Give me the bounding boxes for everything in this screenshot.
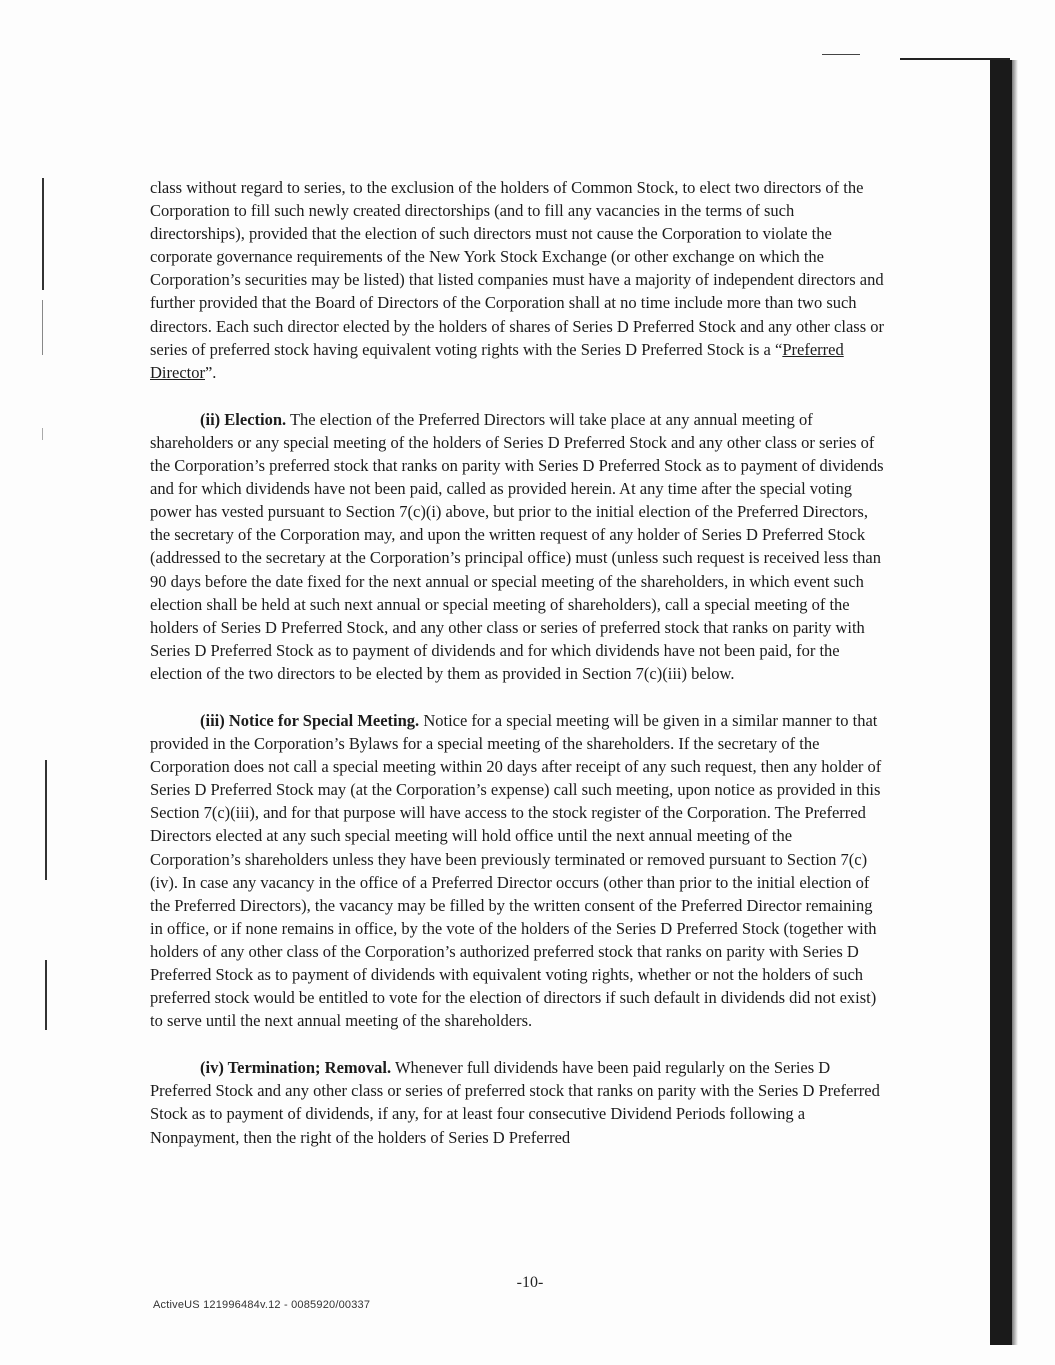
section-text: Notice for a special meeting will be given in a similar manner to that provided in the Corporation’s Bylaws for a special meeting of the shareholders. If the secretary of the Corporation does not call a special meeting within 20 days after receipt of any such request, then any holder of Series D Preferred Stock may (at the Corporation’s expense) call such meeting, upon notice as provided in this Section 7(c)(iii), and for that purpose will have access to the stock register of the Corporation. The Preferred Directors elected at any such special meeting will hold office until the next annual meeting of the Corporation’s shareholders unless they have been previously terminated or removed pursuant to Section 7(c)(iv). In case any vacancy in the office of a Preferred Director occurs (other than prior to the initial election of the Preferred Directors), the vacancy may be filled by the written consent of the Preferred Director remaining in office, or if none remains in office, by the vote of the holders of the Series D Preferred Stock (together with holders of any other class of the Corporation’s authorized preferred stock that ranks on parity with Series D Preferred Stock as to payment of dividends with equivalent voting rights, whether or not the holders of such preferred stock would be entitled to vote for the election of directors if such default in dividends did not exist) to serve until the next annual meeting of the shareholders. (150, 710, 882, 1031)
section-ii-election (150, 408, 885, 685)
scan-edge-fade (1012, 60, 1018, 1345)
revision-bar (45, 960, 47, 1030)
section-heading: (ii) Election. (200, 409, 287, 429)
paragraph-text: class without regard to series, to the exclusion of the holders of Common Stock, to elect two directors of the Corporation to fill such newly created directorships (and to fill any vacancies in the terms of such directorships), provided that the election of such directors must not cause the Corporation to violate the corporate governance requirements of the New York Stock Exchange (or other exchange on which the Corporation’s securities may be listed) that listed companies must have a majority of independent directors and further provided that the Board of Directors of the Corporation shall at no time include more than two such directors. Each such director elected by the holders of shares of Series D Preferred Stock and any other class or series of preferred stock having equivalent voting rights with the Series D Preferred Stock is a “ (150, 178, 884, 359)
section-heading: (iv) Termination; Removal. (200, 1058, 392, 1078)
section-text: The election of the Preferred Directors will take place at any annual meeting of shareholders or any special meeting of the holders of Series D Preferred Stock and any other class or series of the Corporation’s preferred stock that ranks on parity with Series D Preferred Stock as to payment of dividends and for which dividends have not been paid, called as provided herein. At any time after the special voting power has vested pursuant to Section 7(c)(i) above, but prior to the initial election of the Preferred Directors, the secretary of the Corporation may, and upon the written request of any holder of Series D Preferred Stock (addressed to the secretary at the Corporation’s principal office) must (unless such request is received less than 90 days before the date fixed for the next annual or special meeting of the shareholders, in which event such election shall be held at such next annual or special meeting of shareholders), call a special meeting of the holders of Series D Preferred Stock, and any other class or series of preferred stock that ranks on parity with Series D Preferred Stock as to payment of dividends and for which dividends have not been paid, for the election of the two directors to be elected by them as provided in Section 7(c)(iii) below. (150, 409, 884, 683)
revision-bar (45, 760, 47, 880)
scan-artifact-rule (822, 54, 860, 55)
revision-bar (42, 178, 44, 290)
section-iii-notice (150, 709, 885, 1032)
scan-edge-shadow (990, 60, 1012, 1345)
defined-term: Preferred Director (150, 339, 844, 382)
revision-bar (42, 300, 43, 355)
page-number: -10- (516, 1274, 544, 1291)
revision-bar (42, 428, 43, 440)
section-iv-termination (150, 1056, 885, 1148)
paragraph-continuation (150, 176, 885, 384)
section-text: Whenever full dividends have been paid regularly on the Series D Preferred Stock and any other class or series of preferred stock that ranks on parity with the Series D Preferred Stock as to payment of dividends, if any, for at least four consecutive Dividend Periods following a Nonpayment, then the right of the holders of Series D Preferred (150, 1058, 880, 1147)
paragraph-text: ”. (204, 362, 217, 382)
document-id-footer: ActiveUS 121996484v.12 - 0085920/00337 (153, 1299, 371, 1311)
document-body (150, 176, 885, 1173)
section-heading: (iii) Notice for Special Meeting. (200, 710, 420, 730)
